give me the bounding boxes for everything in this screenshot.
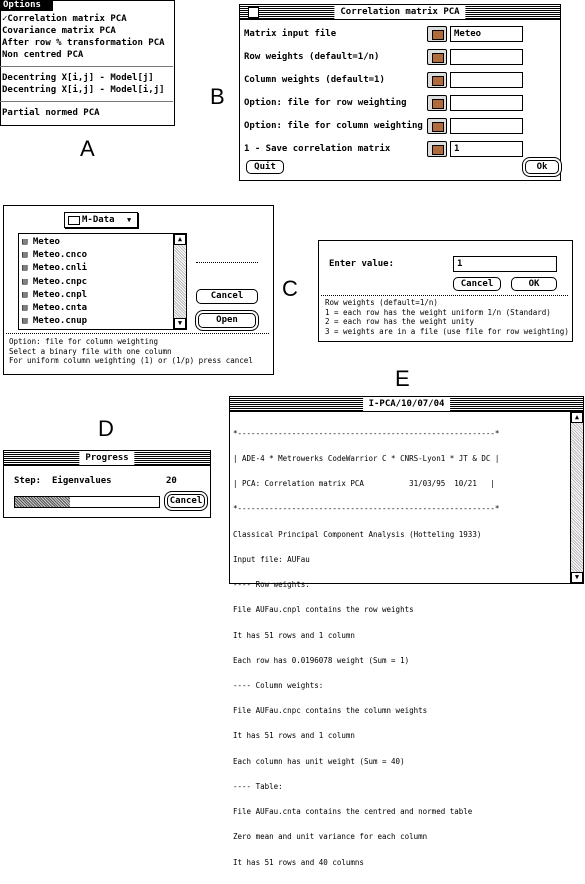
console-titlebar <box>230 397 583 412</box>
progress-window <box>3 450 211 518</box>
menu-item-non-centred-pca[interactable]: Non centred PCA <box>2 50 84 60</box>
cancel-button[interactable]: Cancel <box>453 277 501 291</box>
step-label: Step: <box>14 476 42 486</box>
file-name: Meteo <box>32 237 60 247</box>
ok-button[interactable]: Ok <box>525 160 559 174</box>
console-line: ---- Column weights: <box>233 681 324 690</box>
console-line: File AUFau.cnpl contains the row weights <box>233 605 414 615</box>
step-count: 20 <box>166 476 177 486</box>
document-icon: ▤ <box>22 289 33 300</box>
cancel-button[interactable]: Cancel <box>196 289 258 304</box>
menu-separator <box>0 66 173 67</box>
file-list-scrollbar[interactable] <box>173 234 186 329</box>
menu-separator <box>0 101 173 102</box>
document-icon: ▤ <box>22 316 33 327</box>
help-line: 2 = each row has the weight unity <box>325 317 475 327</box>
chevron-down-icon: ▼ <box>127 216 132 224</box>
folder-popup[interactable] <box>64 212 138 228</box>
console-line: It has 51 rows and 1 column <box>233 630 355 640</box>
save-matrix-field[interactable]: 1 <box>450 141 523 157</box>
list-item[interactable] <box>22 289 87 302</box>
document-icon: ▤ <box>22 250 33 261</box>
progress-bar <box>14 496 160 508</box>
menu-item-correlation-pca[interactable]: ✓Correlation matrix PCA <box>2 14 127 24</box>
file-open-dialog <box>3 205 274 375</box>
step-name: Eigenvalues <box>52 476 112 486</box>
folder-icon[interactable] <box>427 49 447 65</box>
folder-icon <box>68 216 80 225</box>
file-name: Meteo.cnup <box>32 316 88 327</box>
divider <box>6 333 269 334</box>
scroll-down-icon[interactable]: ▼ <box>174 318 186 329</box>
column-weighting-file-field[interactable] <box>450 118 523 134</box>
ok-button[interactable]: OK <box>511 277 557 291</box>
document-icon: ▤ <box>22 303 33 314</box>
progress-title: Progress <box>79 451 134 465</box>
progress-titlebar <box>4 451 210 466</box>
panel-label-b: B <box>210 84 225 109</box>
menu-item-covariance-pca[interactable]: Covariance matrix PCA <box>2 26 116 36</box>
menu-title[interactable]: Options <box>0 0 53 11</box>
options-menu <box>0 0 175 126</box>
column-weighting-file-label: Option: file for column weighting <box>244 121 423 131</box>
help-line: 3 = weights are in a file (use file for row weighting) <box>325 326 569 336</box>
console-window <box>229 396 584 867</box>
file-list <box>18 233 187 330</box>
close-box[interactable] <box>248 7 259 18</box>
file-name: Meteo.cnco <box>32 250 88 261</box>
panel-label-d: D <box>98 416 114 441</box>
console-line: File AUFau.cnpc contains the column weights <box>233 706 428 716</box>
dialog-title: Correlation matrix PCA <box>334 5 465 19</box>
dialog-titlebar <box>240 5 560 20</box>
list-item[interactable] <box>22 236 87 249</box>
file-name: Meteo.cnli <box>32 263 88 274</box>
console-line: Input file: AUFau <box>233 554 310 564</box>
folder-icon[interactable] <box>427 118 447 134</box>
console-line: ---- Table: <box>233 781 283 791</box>
scroll-down-icon[interactable]: ▼ <box>571 572 583 583</box>
console-line: | PCA: Correlation matrix PCA 31/03/95 10/21 | <box>233 479 495 489</box>
correlation-pca-dialog <box>239 4 561 181</box>
save-matrix-label: 1 - Save correlation matrix <box>244 144 391 154</box>
list-item[interactable] <box>22 315 87 328</box>
scroll-up-icon[interactable]: ▲ <box>174 234 186 245</box>
file-name: Meteo.cnta <box>32 303 88 314</box>
enter-value-label: Enter value: <box>329 259 395 269</box>
list-item[interactable] <box>22 302 87 315</box>
file-dialog-notes <box>9 337 253 366</box>
matrix-input-label: Matrix input file <box>244 29 337 39</box>
document-icon: ▤ <box>22 276 33 287</box>
row-weighting-file-label: Option: file for row weighting <box>244 98 407 108</box>
quit-button[interactable]: Quit <box>246 160 284 174</box>
folder-name: M-Data <box>82 215 115 225</box>
console-line: Zero mean and unit variance for each column <box>233 832 428 842</box>
cancel-button[interactable]: Cancel <box>167 494 205 508</box>
console-line: Each column has unit weight (Sum = 40) <box>233 756 405 766</box>
note-line: For uniform column weighting (1) or (1/p) press cancel <box>9 356 253 365</box>
console-line: It has 51 rows and 40 columns <box>233 857 364 867</box>
panel-label-e: E <box>395 366 410 391</box>
row-weights-field[interactable] <box>450 49 523 65</box>
help-text <box>325 298 569 336</box>
divider <box>196 262 258 263</box>
console-line: *---------------------------------------------------------* <box>233 504 500 514</box>
console-line: | ADE-4 * Metrowerks CodeWarrior C * CNRS-Lyon1 * JT & DC | <box>233 454 500 464</box>
help-line: Row weights (default=1/n) <box>325 298 438 307</box>
note-line: Option: file for column weighting <box>9 337 159 346</box>
console-scrollbar[interactable] <box>570 412 583 583</box>
folder-icon[interactable] <box>427 72 447 88</box>
console-line: Each row has 0.0196078 weight (Sum = 1) <box>233 655 410 665</box>
list-item[interactable] <box>22 262 87 275</box>
progress-fill <box>15 497 70 507</box>
console-line: File AUFau.cnta contains the centred and normed table <box>233 807 473 817</box>
file-name: Meteo.cnpc <box>32 276 88 287</box>
scroll-track[interactable] <box>571 423 583 572</box>
file-name: Meteo.cnpl <box>32 289 88 300</box>
list-item[interactable] <box>22 249 87 262</box>
console-line: *---------------------------------------------------------* <box>233 428 500 438</box>
scroll-up-icon[interactable]: ▲ <box>571 412 583 423</box>
panel-label-c: C <box>282 276 298 301</box>
console-line: It has 51 rows and 1 column <box>233 731 355 741</box>
menu-item-partial-normed-pca[interactable]: Partial normed PCA <box>2 108 100 118</box>
open-button[interactable]: Open <box>198 313 256 328</box>
enter-value-dialog <box>318 240 573 342</box>
column-weights-label: Column weights (default=1) <box>244 75 385 85</box>
menu-item-row-percent-pca[interactable]: After row % transformation PCA <box>2 38 165 48</box>
folder-icon[interactable] <box>427 95 447 111</box>
scroll-track[interactable] <box>174 245 186 318</box>
document-icon: ▤ <box>22 263 33 274</box>
help-line: 1 = each row has the weight uniform 1/n (Standard) <box>325 307 551 317</box>
console-line: Classical Principal Component Analysis (Hotteling 1933) <box>233 529 482 539</box>
folder-icon[interactable] <box>427 141 447 157</box>
console-line: ---- Row weights: <box>233 580 310 590</box>
console-text[interactable] <box>233 413 568 867</box>
folder-icon[interactable] <box>427 26 447 42</box>
menu-item-decentring-model-j[interactable]: Decentring X[i,j] - Model[j] <box>2 73 154 83</box>
document-icon: ▤ <box>22 237 33 247</box>
panel-label-a: A <box>80 136 95 161</box>
row-weights-label: Row weights (default=1/n) <box>244 52 380 62</box>
divider <box>321 295 568 296</box>
console-title: I-PCA/10/07/04 <box>363 397 451 411</box>
column-weights-field[interactable] <box>450 72 523 88</box>
file-list-items <box>22 236 87 328</box>
enter-value-field[interactable]: 1 <box>453 256 557 272</box>
list-item[interactable] <box>22 276 87 289</box>
row-weighting-file-field[interactable] <box>450 95 523 111</box>
matrix-input-field[interactable]: Meteo <box>450 26 523 42</box>
note-line: Select a binary file with one column <box>9 346 172 356</box>
menu-item-decentring-model-ij[interactable]: Decentring X[i,j] - Model[i,j] <box>2 85 165 95</box>
